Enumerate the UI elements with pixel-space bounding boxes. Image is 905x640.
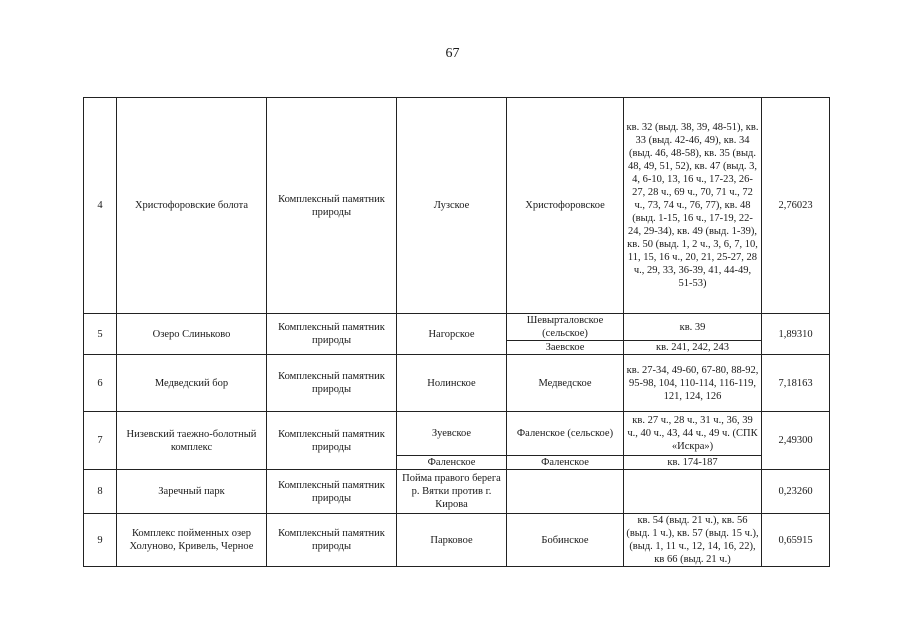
area-value: 0,65915 [762, 514, 830, 567]
object-type: Комплексный памятник природы [267, 470, 397, 514]
object-type: Комплексный памятник природы [267, 314, 397, 355]
forestry: Парковое [397, 514, 507, 567]
table-row [84, 314, 830, 341]
table-row [84, 355, 830, 412]
area-value: 2,76023 [762, 98, 830, 314]
table-row [84, 470, 830, 514]
object-name: Медведский бор [117, 355, 267, 412]
forestry: Фаленское [397, 456, 507, 470]
district-forestry: Фаленское (сельское) [507, 412, 624, 456]
quarters: кв. 27-34, 49-60, 67-80, 88-92, 95-98, 104, 110-114, 116-119, 121, 124, 126 [624, 355, 762, 412]
quarters [624, 470, 762, 514]
district-forestry: Бобинское [507, 514, 624, 567]
forestry: Нолинское [397, 355, 507, 412]
protected-areas-table [83, 97, 830, 567]
area-value: 0,23260 [762, 470, 830, 514]
quarters: кв. 54 (выд. 21 ч.), кв. 56 (выд. 1 ч.), кв. 57 (выд. 15 ч.), (выд. 1, 11 ч., 12, 14, 16, 22), кв 66 (выд. 21 ч.) [624, 514, 762, 567]
row-number: 4 [84, 98, 117, 314]
district-forestry [507, 470, 624, 514]
row-number: 6 [84, 355, 117, 412]
forestry: Пойма правого берега р. Вятки против г. Кирова [397, 470, 507, 514]
forestry: Нагорское [397, 314, 507, 355]
object-name: Низевский таежно-болотный комплекс [117, 412, 267, 470]
object-name: Христофоровские болота [117, 98, 267, 314]
row-number: 5 [84, 314, 117, 355]
table-row [84, 98, 830, 314]
quarters: кв. 241, 242, 243 [624, 341, 762, 355]
object-name: Озеро Слиньково [117, 314, 267, 355]
district-forestry: Фаленское [507, 456, 624, 470]
page-number: 67 [445, 46, 460, 61]
object-type: Комплексный памятник природы [267, 355, 397, 412]
object-type: Комплексный памятник природы [267, 514, 397, 567]
row-number: 9 [84, 514, 117, 567]
area-value: 1,89310 [762, 314, 830, 355]
forestry: Зуевское [397, 412, 507, 456]
object-type: Комплексный памятник природы [267, 98, 397, 314]
table-row [84, 514, 830, 567]
quarters: кв. 32 (выд. 38, 39, 48-51), кв. 33 (выд. 42-46, 49), кв. 34 (выд. 46, 48-58), кв. 35 (выд. 48, 49, 51, 52), кв. 47 (выд. 3, 4, 6-10, 13, 16 ч., 17-23, 26-27, 28 ч., 69 ч., 70, 71 ч., 72 ч., 73, 74 ч., 76, 77), кв. 48 (выд. 1-15, 16 ч., 17-19, 22-24, 29-34), кв. 49 (выд. 1-39), кв. 50 (выд. 1, 2 ч., 3, 6, 7, 10, 11, 15, 16 ч., 20, 21, 25-27, 28 ч., 29, 33, 36-39, 41, 44-49, 51-53) [624, 98, 762, 314]
row-number: 7 [84, 412, 117, 470]
table-row [84, 412, 830, 456]
row-number: 8 [84, 470, 117, 514]
district-forestry: Шевырталовское (сельское) [507, 314, 624, 341]
object-name: Заречный парк [117, 470, 267, 514]
district-forestry: Заевское [507, 341, 624, 355]
quarters: кв. 27 ч., 28 ч., 31 ч., 36, 39 ч., 40 ч., 43, 44 ч., 49 ч. (СПК «Искра») [624, 412, 762, 456]
area-value: 2,49300 [762, 412, 830, 470]
area-value: 7,18163 [762, 355, 830, 412]
object-type: Комплексный памятник природы [267, 412, 397, 470]
quarters: кв. 174-187 [624, 456, 762, 470]
quarters: кв. 39 [624, 314, 762, 341]
object-name: Комплекс пойменных озер Холуново, Кривель, Черное [117, 514, 267, 567]
district-forestry: Христофоровское [507, 98, 624, 314]
forestry: Лузское [397, 98, 507, 314]
district-forestry: Медведское [507, 355, 624, 412]
